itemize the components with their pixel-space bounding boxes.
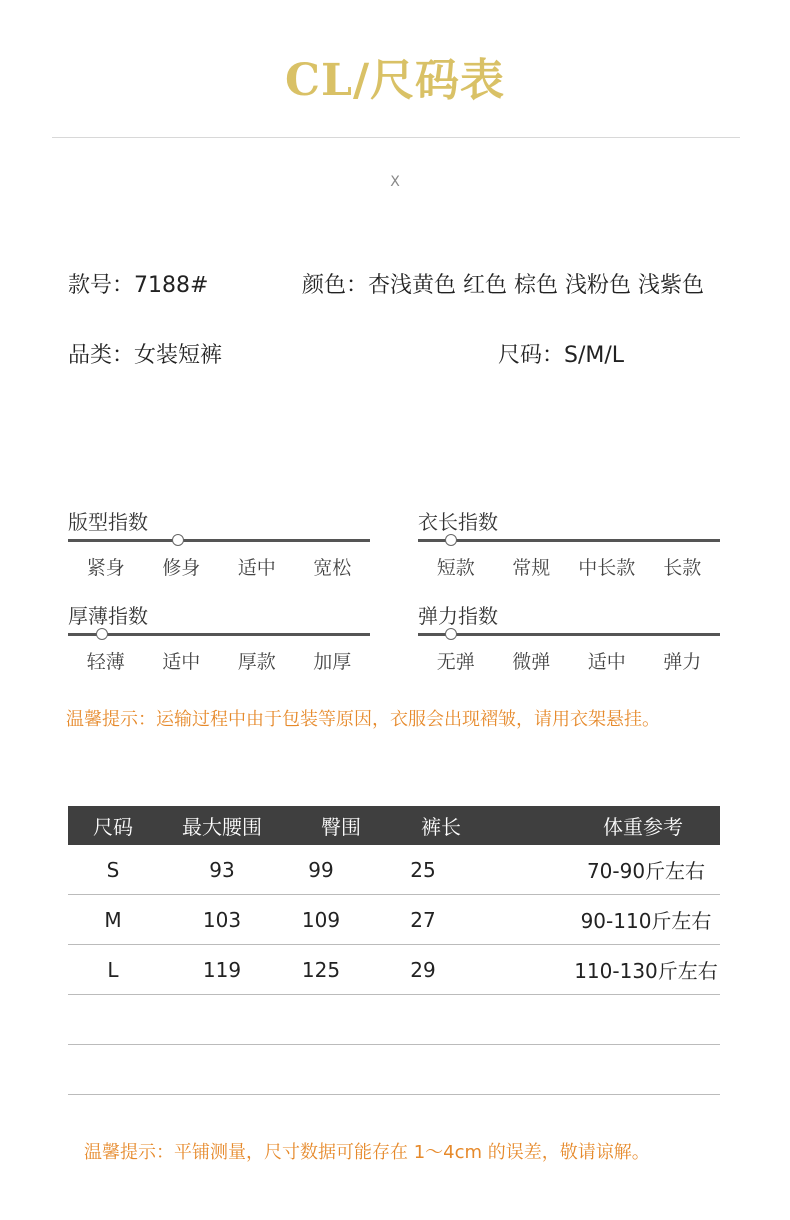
- measurement-tip: 温馨提示：平铺测量，尺寸数据可能存在 1～4cm 的误差，敬请谅解。: [84, 1142, 650, 1163]
- category: 品类：女装短裤: [68, 343, 223, 368]
- close-icon[interactable]: X: [390, 174, 400, 190]
- table-row: [68, 945, 720, 995]
- index-option: 适中: [237, 557, 276, 579]
- header-cell: 体重参考: [603, 815, 683, 839]
- index-title: 弹力指数: [418, 604, 498, 628]
- index-track: [418, 633, 720, 636]
- index-option: 适中: [162, 651, 201, 673]
- style-number: 款号：7188#: [68, 273, 209, 298]
- color-list: 颜色：杏浅黄色 红色 棕色 浅粉色 浅紫色: [302, 273, 704, 298]
- index-option: 轻薄: [86, 651, 125, 673]
- table-cell: 27: [410, 907, 436, 932]
- index-option: 宽松: [313, 557, 352, 579]
- index-knob[interactable]: [445, 534, 457, 546]
- shipping-tip: 温馨提示：运输过程中由于包装等原因，衣服会出现褶皱，请用衣架悬挂。: [66, 709, 660, 730]
- index-knob[interactable]: [445, 628, 457, 640]
- table-cell: L: [107, 957, 119, 982]
- index-option: 短款: [436, 557, 475, 579]
- index-knob[interactable]: [172, 534, 184, 546]
- index-track: [68, 539, 370, 542]
- index-option: 适中: [587, 651, 626, 673]
- index-title: 衣长指数: [418, 510, 498, 534]
- table-row-empty: [68, 995, 720, 1045]
- header-cell: 臀围: [321, 815, 361, 839]
- table-cell: 119: [202, 957, 242, 982]
- index-track: [418, 539, 720, 542]
- table-cell: 90-110斤左右: [580, 909, 712, 933]
- index-option: 修身: [162, 557, 201, 579]
- index-option: 微弹: [512, 651, 551, 673]
- table-row: [68, 895, 720, 945]
- size-list: 尺码：S/M/L: [498, 343, 625, 368]
- table-cell: 110-130斤左右: [574, 959, 718, 983]
- table-cell: 109: [301, 907, 341, 932]
- index-option: 厚款: [237, 651, 276, 673]
- table-cell: S: [106, 857, 120, 882]
- index-option: 常规: [512, 557, 551, 579]
- page-title: CL/尺码表: [284, 55, 506, 106]
- header-cell: 最大腰围: [182, 815, 262, 839]
- table-cell: M: [104, 907, 122, 932]
- title-divider: [52, 137, 740, 138]
- table-cell: 93: [209, 857, 235, 882]
- index-track: [68, 633, 370, 636]
- size-table: [68, 806, 720, 1095]
- index-option: 中长款: [578, 557, 636, 579]
- table-header: [68, 806, 720, 845]
- table-cell: 103: [202, 907, 242, 932]
- index-knob[interactable]: [96, 628, 108, 640]
- index-option: 加厚: [313, 651, 352, 673]
- index-title: 厚薄指数: [68, 604, 148, 628]
- table-cell: 25: [410, 857, 436, 882]
- table-cell: 99: [308, 857, 334, 882]
- index-option: 无弹: [436, 651, 475, 673]
- table-cell: 125: [301, 957, 341, 982]
- table-cell: 29: [410, 957, 436, 982]
- index-option: 弹力: [663, 651, 702, 673]
- table-row: [68, 845, 720, 895]
- table-cell: 70-90斤左右: [586, 859, 706, 883]
- table-row-empty: [68, 1045, 720, 1095]
- header-cell: 裤长: [421, 815, 461, 839]
- index-option: 紧身: [86, 557, 125, 579]
- index-title: 版型指数: [68, 510, 148, 534]
- index-option: 长款: [663, 557, 702, 579]
- header-cell: 尺码: [93, 815, 133, 839]
